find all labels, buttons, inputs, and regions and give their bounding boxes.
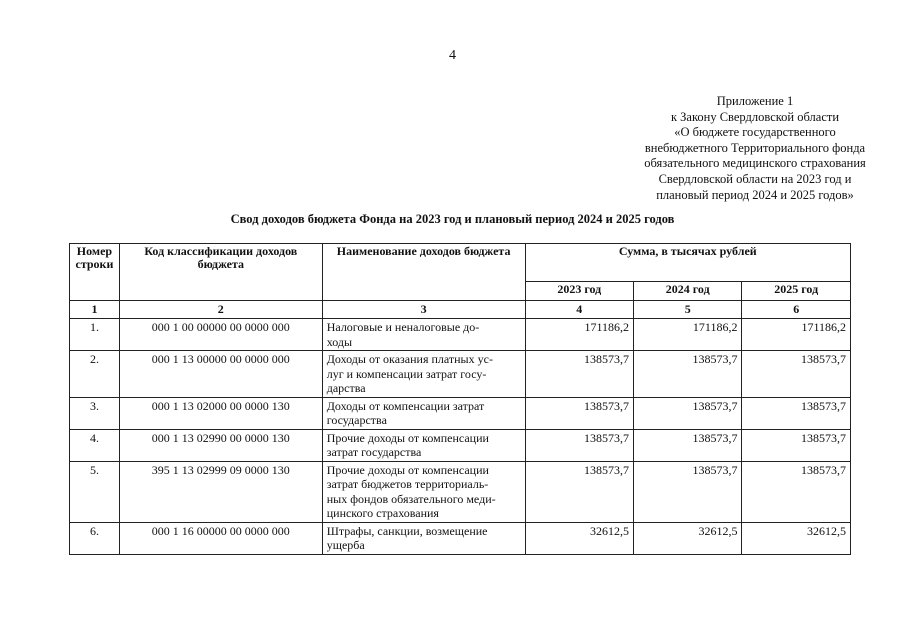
sum-2025-cell: 138573,7 xyxy=(742,429,851,461)
page-number: 4 xyxy=(449,48,456,63)
classification-code-cell: 000 1 13 02990 00 0000 130 xyxy=(119,429,322,461)
sum-2023-cell: 138573,7 xyxy=(525,397,633,429)
table-row xyxy=(70,522,851,554)
column-index: 3 xyxy=(322,301,525,319)
appendix-line: плановый период 2024 и 2025 годов» xyxy=(656,187,854,202)
revenue-name-cell: Прочие доходы от компенсации затрат государства xyxy=(322,429,525,461)
appendix-line: Свердловской области на 2023 год и xyxy=(658,171,852,186)
appendix-line: «О бюджете государственного xyxy=(674,125,836,140)
sum-2024-cell: 138573,7 xyxy=(634,351,742,398)
table-row xyxy=(70,319,851,351)
sum-2024-cell: 138573,7 xyxy=(634,429,742,461)
table-body xyxy=(70,319,851,555)
table-row xyxy=(70,351,851,398)
revenue-name-cell: Доходы от компенсации затрат государства xyxy=(322,397,525,429)
budget-revenue-table xyxy=(69,243,851,555)
header-year-2023: 2023 год xyxy=(525,282,633,301)
sum-2025-cell: 138573,7 xyxy=(742,397,851,429)
column-index: 5 xyxy=(634,301,742,319)
revenue-name-cell: Доходы от оказания платных ус- луг и компенсации затрат госу- дарства xyxy=(322,351,525,398)
header-row-number: Номер строки xyxy=(70,244,120,301)
sum-2023-cell: 32612,5 xyxy=(525,522,633,554)
sum-2024-cell: 171186,2 xyxy=(634,319,742,351)
document-title: Свод доходов бюджета Фонда на 2023 год и плановый период 2024 и 2025 годов xyxy=(230,212,675,226)
table-row xyxy=(70,429,851,461)
row-number-cell: 6. xyxy=(70,522,120,554)
column-index: 2 xyxy=(119,301,322,319)
sum-2024-cell: 138573,7 xyxy=(634,461,742,522)
sum-2023-cell: 171186,2 xyxy=(525,319,633,351)
classification-code-cell: 000 1 16 00000 00 0000 000 xyxy=(119,522,322,554)
sum-2023-cell: 138573,7 xyxy=(525,351,633,398)
revenue-name-cell: Штрафы, санкции, возмещение ущерба xyxy=(322,522,525,554)
appendix-line: внебюджетного Территориального фонда xyxy=(644,140,866,155)
column-index: 1 xyxy=(70,301,120,319)
column-index: 6 xyxy=(742,301,851,319)
row-number-cell: 1. xyxy=(70,319,120,351)
sum-2025-cell: 138573,7 xyxy=(742,461,851,522)
sum-2025-cell: 32612,5 xyxy=(742,522,851,554)
table-row xyxy=(70,461,851,522)
header-name: Наименование доходов бюджета xyxy=(322,244,525,301)
classification-code-cell: 000 1 13 00000 00 0000 000 xyxy=(119,351,322,398)
appendix-line: Приложение 1 xyxy=(716,94,794,108)
sum-2024-cell: 32612,5 xyxy=(634,522,742,554)
row-number-cell: 5. xyxy=(70,461,120,522)
row-number-cell: 3. xyxy=(70,397,120,429)
revenue-name-cell: Налоговые и неналоговые до- ходы xyxy=(322,319,525,351)
header-code: Код классификации доходов бюджета xyxy=(119,244,322,301)
classification-code-cell: 000 1 13 02000 00 0000 130 xyxy=(119,397,322,429)
header-year-2024: 2024 год xyxy=(634,282,742,301)
sum-2023-cell: 138573,7 xyxy=(525,429,633,461)
header-year-2025: 2025 год xyxy=(742,282,851,301)
appendix-line: обязательного медицинского страхования xyxy=(644,156,866,171)
sum-2025-cell: 138573,7 xyxy=(742,351,851,398)
sum-2025-cell: 171186,2 xyxy=(742,319,851,351)
classification-code-cell: 395 1 13 02999 09 0000 130 xyxy=(119,461,322,522)
header-sum: Сумма, в тысячах рублей xyxy=(525,244,850,282)
sum-2024-cell: 138573,7 xyxy=(634,397,742,429)
table-row xyxy=(70,397,851,429)
row-number-cell: 2. xyxy=(70,351,120,398)
row-number-cell: 4. xyxy=(70,429,120,461)
appendix-line: к Закону Свердловской области xyxy=(670,109,840,124)
column-index: 4 xyxy=(525,301,633,319)
classification-code-cell: 000 1 00 00000 00 0000 000 xyxy=(119,319,322,351)
revenue-name-cell: Прочие доходы от компенсации затрат бюджетов территориаль- ных фондов обязательного меди- цинского страхования xyxy=(322,461,525,522)
sum-2023-cell: 138573,7 xyxy=(525,461,633,522)
appendix-heading xyxy=(590,94,905,203)
